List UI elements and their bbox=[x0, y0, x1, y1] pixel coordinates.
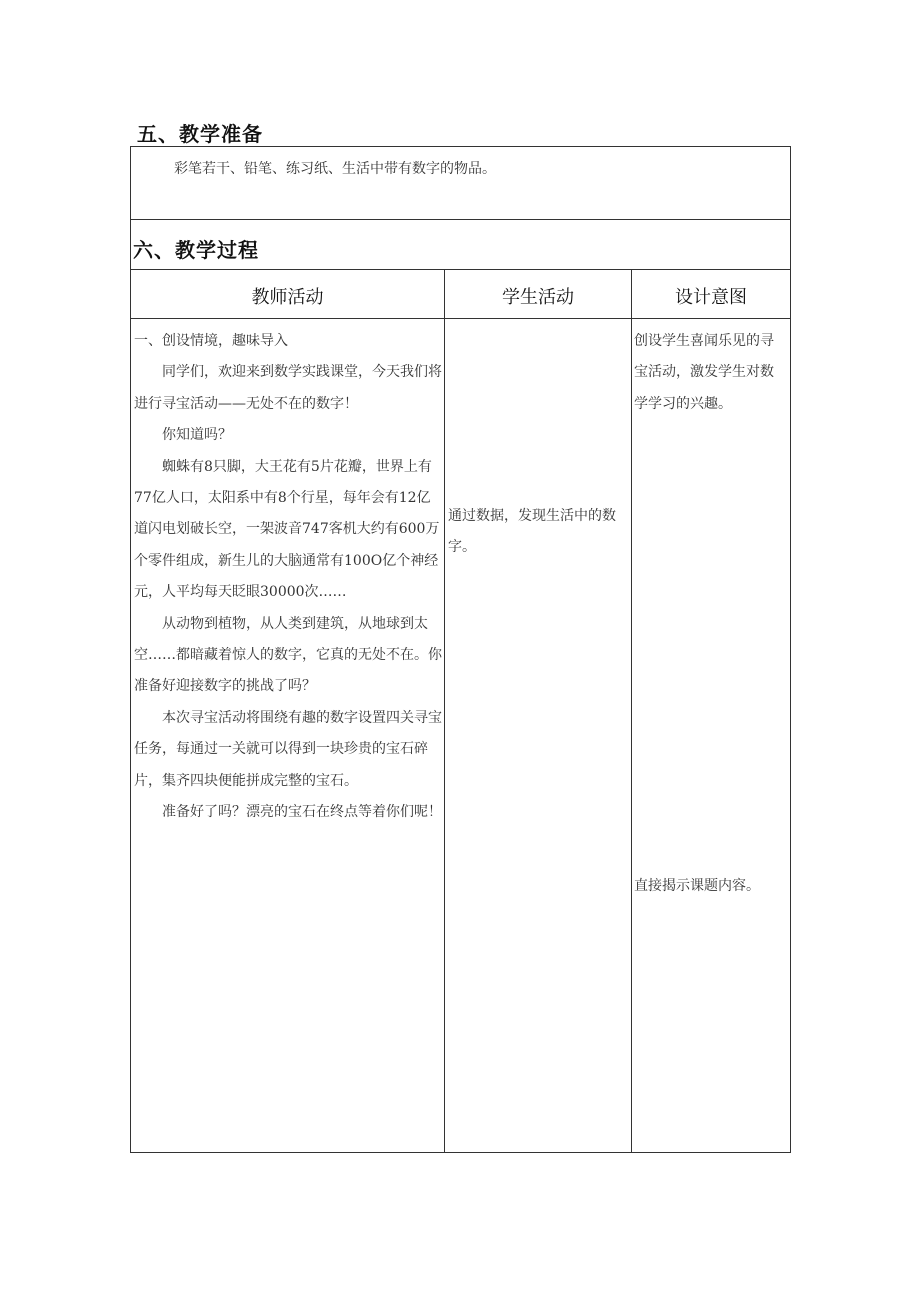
prep-box-bottom bbox=[130, 219, 791, 220]
teacher-paragraph: 准备好了吗？漂亮的宝石在终点等着你们呢！ bbox=[162, 804, 442, 821]
section5-title: 五、教学准备 bbox=[137, 122, 263, 146]
teacher-paragraph: 从动物到植物，从人类到建筑，从地球到太空……都暗藏着惊人的数字，它真的无处不在。你准备好迎接数字的挑战了吗？ bbox=[134, 615, 442, 695]
teacher-heading: 一、创设情境，趣味导入 bbox=[134, 333, 288, 349]
table-top bbox=[130, 269, 791, 270]
table-bottom bbox=[130, 1152, 791, 1153]
teacher-activity-cell bbox=[134, 326, 442, 829]
teacher-paragraph: 你知道吗？ bbox=[162, 427, 232, 444]
header-student: 学生活动 bbox=[502, 287, 574, 308]
teacher-paragraph: 同学们，欢迎来到数学实践课堂，今天我们将进行寻宝活动——无处不在的数字！ bbox=[134, 364, 442, 412]
student-activity-text: 通过数据，发现生活中的数字。 bbox=[448, 508, 616, 556]
process-side-right bbox=[790, 220, 791, 270]
col-divider-2 bbox=[631, 269, 632, 1153]
prep-box-left bbox=[130, 146, 131, 220]
table-right bbox=[790, 269, 791, 1153]
col-divider-1 bbox=[444, 269, 445, 1153]
prep-box-top bbox=[130, 146, 791, 147]
header-teacher: 教师活动 bbox=[251, 287, 324, 308]
design-intent-text-2: 直接揭示课题内容。 bbox=[634, 878, 760, 894]
header-intent: 设计意图 bbox=[675, 287, 747, 308]
prep-content: 彩笔若干、铅笔、练习纸、生活中带有数字的物品。 bbox=[174, 161, 496, 177]
section6-title: 六、教学过程 bbox=[133, 238, 259, 262]
table-left bbox=[130, 269, 131, 1153]
header-divider bbox=[130, 318, 791, 319]
teacher-paragraph: 本次寻宝活动将围绕有趣的数字设置四关寻宝任务，每通过一关就可以得到一块珍贵的宝石碎片，集齐四块便能拼成完整的宝石。 bbox=[134, 709, 442, 789]
design-intent-text-1: 创设学生喜闻乐见的寻宝活动，激发学生对数学学习的兴趣。 bbox=[634, 333, 774, 412]
teacher-paragraph: 蜘蛛有8只脚，大王花有5片花瓣，世界上有77亿人口，太阳系中有8个行星，每年会有12亿道闪电划破长空，一架波音747客机大约有600万个零件组成，新生儿的大脑通常有100O亿个神经元，人平均每天眨眼30000次…… bbox=[134, 458, 440, 601]
prep-box-right bbox=[790, 146, 791, 220]
process-side-left bbox=[130, 220, 131, 270]
